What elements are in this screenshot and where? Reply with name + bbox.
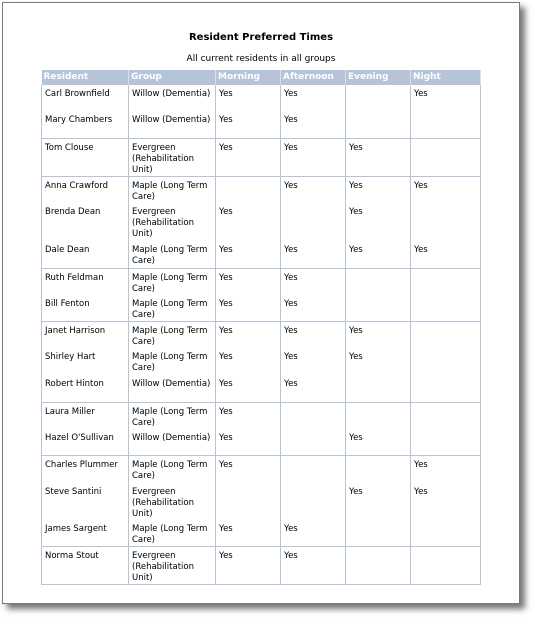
cell-group: Maple (Long Term Care)	[129, 295, 216, 322]
cell-evening	[346, 520, 411, 547]
cell-resident: Mary Chambers	[42, 111, 129, 138]
table-row	[42, 429, 481, 456]
cell-evening	[346, 402, 411, 429]
table-row	[42, 547, 481, 585]
cell-afternoon	[281, 483, 346, 520]
cell-resident: Janet Harrison	[42, 322, 129, 349]
cell-resident: Norma Stout	[42, 547, 129, 585]
cell-night	[411, 138, 481, 176]
table-row	[42, 322, 481, 349]
cell-night	[411, 429, 481, 456]
cell-group: Maple (Long Term Care)	[129, 402, 216, 429]
report-title: Resident Preferred Times	[188, 32, 334, 43]
table-row	[42, 111, 481, 138]
cell-night: Yes	[411, 85, 481, 111]
cell-afternoon: Yes	[281, 547, 346, 585]
cell-resident: James Sargent	[42, 520, 129, 547]
cell-morning: Yes	[216, 85, 281, 111]
cell-evening	[346, 375, 411, 402]
cell-resident: Anna Crawford	[42, 176, 129, 203]
cell-morning: Yes	[216, 241, 281, 268]
cell-afternoon	[281, 429, 346, 456]
cell-group: Willow (Dementia)	[129, 85, 216, 111]
report-page	[2, 2, 520, 604]
cell-morning: Yes	[216, 456, 281, 483]
cell-night	[411, 375, 481, 402]
table-row	[42, 483, 481, 520]
column-header-morning: Morning	[216, 70, 281, 85]
cell-evening: Yes	[346, 241, 411, 268]
table-row	[42, 456, 481, 483]
cell-afternoon: Yes	[281, 295, 346, 322]
cell-resident: Brenda Dean	[42, 203, 129, 241]
cell-group: Evergreen (Rehabilitation Unit)	[129, 483, 216, 520]
table-body	[42, 85, 481, 585]
cell-night: Yes	[411, 241, 481, 268]
cell-night: Yes	[411, 456, 481, 483]
cell-night	[411, 268, 481, 295]
cell-resident: Hazel O'Sullivan	[42, 429, 129, 456]
cell-morning: Yes	[216, 520, 281, 547]
cell-group: Maple (Long Term Care)	[129, 456, 216, 483]
column-header-evening: Evening	[346, 70, 411, 85]
cell-evening: Yes	[346, 348, 411, 375]
cell-group: Willow (Dementia)	[129, 375, 216, 402]
cell-afternoon	[281, 203, 346, 241]
cell-resident: Laura Miller	[42, 402, 129, 429]
cell-night	[411, 295, 481, 322]
cell-night	[411, 520, 481, 547]
cell-group: Evergreen (Rehabilitation Unit)	[129, 203, 216, 241]
cell-resident: Bill Fenton	[42, 295, 129, 322]
cell-night	[411, 348, 481, 375]
cell-afternoon: Yes	[281, 268, 346, 295]
cell-evening	[346, 456, 411, 483]
cell-evening: Yes	[346, 322, 411, 349]
cell-resident: Shirley Hart	[42, 348, 129, 375]
cell-afternoon: Yes	[281, 176, 346, 203]
cell-evening	[346, 111, 411, 138]
cell-afternoon: Yes	[281, 111, 346, 138]
cell-afternoon	[281, 456, 346, 483]
cell-resident: Carl Brownfield	[42, 85, 129, 111]
cell-group: Maple (Long Term Care)	[129, 241, 216, 268]
cell-group: Maple (Long Term Care)	[129, 268, 216, 295]
column-header-afternoon: Afternoon	[281, 70, 346, 85]
column-header-group: Group	[129, 70, 216, 85]
table-row	[42, 402, 481, 429]
cell-group: Willow (Dementia)	[129, 111, 216, 138]
cell-afternoon: Yes	[281, 85, 346, 111]
table-row	[42, 375, 481, 402]
cell-afternoon: Yes	[281, 520, 346, 547]
cell-morning: Yes	[216, 138, 281, 176]
cell-resident: Tom Clouse	[42, 138, 129, 176]
report-subtitle: All current residents in all groups	[186, 54, 336, 64]
cell-morning: Yes	[216, 375, 281, 402]
cell-evening	[346, 295, 411, 322]
table-row	[42, 295, 481, 322]
cell-morning: Yes	[216, 348, 281, 375]
cell-resident: Charles Plummer	[42, 456, 129, 483]
column-header-night: Night	[411, 70, 481, 85]
table-header-row	[42, 70, 481, 85]
cell-night	[411, 111, 481, 138]
table-row	[42, 138, 481, 176]
cell-resident: Dale Dean	[42, 241, 129, 268]
cell-resident: Ruth Feldman	[42, 268, 129, 295]
table-row	[42, 348, 481, 375]
table-row	[42, 520, 481, 547]
table-row	[42, 241, 481, 268]
cell-night: Yes	[411, 176, 481, 203]
cell-morning: Yes	[216, 322, 281, 349]
cell-evening: Yes	[346, 429, 411, 456]
cell-morning: Yes	[216, 203, 281, 241]
cell-evening: Yes	[346, 203, 411, 241]
cell-group: Maple (Long Term Care)	[129, 322, 216, 349]
cell-resident: Steve Santini	[42, 483, 129, 520]
table-row	[42, 268, 481, 295]
cell-morning	[216, 483, 281, 520]
column-header-resident: Resident	[42, 70, 129, 85]
resident-times-table	[41, 70, 481, 585]
cell-afternoon: Yes	[281, 138, 346, 176]
cell-night	[411, 402, 481, 429]
cell-night	[411, 547, 481, 585]
table-row	[42, 85, 481, 111]
cell-group: Maple (Long Term Care)	[129, 176, 216, 203]
cell-night: Yes	[411, 483, 481, 520]
cell-evening: Yes	[346, 176, 411, 203]
table-row	[42, 203, 481, 241]
cell-group: Evergreen (Rehabilitation Unit)	[129, 138, 216, 176]
cell-morning	[216, 176, 281, 203]
cell-evening: Yes	[346, 138, 411, 176]
cell-evening: Yes	[346, 483, 411, 520]
cell-afternoon: Yes	[281, 348, 346, 375]
cell-evening	[346, 268, 411, 295]
cell-afternoon: Yes	[281, 241, 346, 268]
cell-night	[411, 322, 481, 349]
cell-morning: Yes	[216, 111, 281, 138]
cell-group: Maple (Long Term Care)	[129, 348, 216, 375]
cell-morning: Yes	[216, 268, 281, 295]
cell-night	[411, 203, 481, 241]
cell-afternoon	[281, 402, 346, 429]
cell-afternoon: Yes	[281, 375, 346, 402]
cell-morning: Yes	[216, 429, 281, 456]
cell-group: Maple (Long Term Care)	[129, 520, 216, 547]
cell-afternoon: Yes	[281, 322, 346, 349]
table-row	[42, 176, 481, 203]
cell-evening	[346, 547, 411, 585]
cell-group: Evergreen (Rehabilitation Unit)	[129, 547, 216, 585]
cell-morning: Yes	[216, 547, 281, 585]
cell-evening	[346, 85, 411, 111]
cell-group: Willow (Dementia)	[129, 429, 216, 456]
cell-morning: Yes	[216, 402, 281, 429]
cell-resident: Robert Hinton	[42, 375, 129, 402]
cell-morning: Yes	[216, 295, 281, 322]
